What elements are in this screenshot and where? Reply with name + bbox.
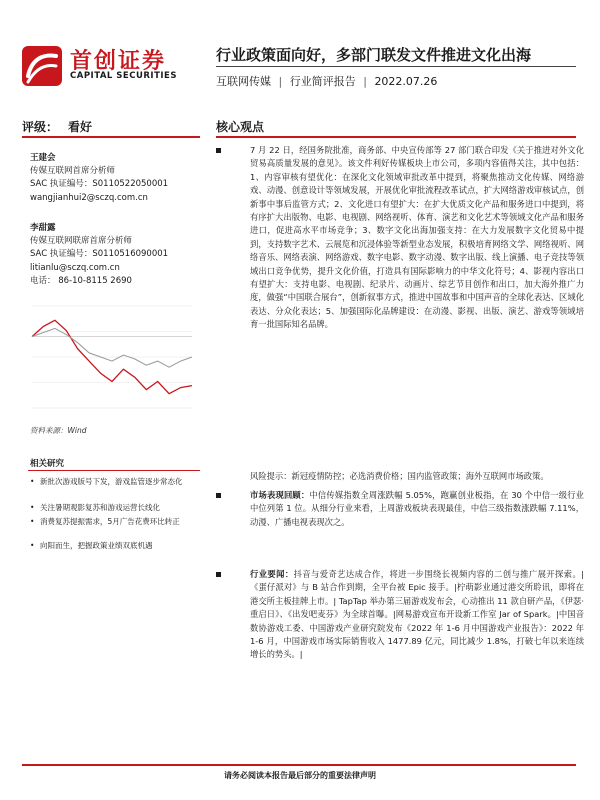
related-research-item[interactable] (30, 476, 200, 487)
report-industry: 互联网传媒 (216, 75, 271, 88)
analyst-role: 传媒互联网联席首席分析师 (30, 236, 133, 247)
rating-label: 评级： (22, 120, 59, 134)
related-research-item[interactable] (30, 516, 200, 527)
risk-paragraph (216, 470, 584, 483)
bullet-icon: • (30, 503, 35, 512)
analyst-card (30, 222, 168, 288)
rating (22, 118, 92, 135)
header-divider (216, 66, 576, 67)
company-logo (22, 44, 212, 88)
footer-rule (22, 764, 576, 766)
analyst-phone: 电话： 86-10-8115 2690 (30, 275, 132, 286)
report-subtitle (216, 73, 437, 89)
industry-news-paragraph (216, 568, 584, 662)
paragraph-lead: 行业要闻： (250, 569, 294, 579)
related-research-rule (28, 470, 200, 471)
related-research-text: 关注暑期观影复苏和游戏运营长线化 (40, 503, 160, 512)
left-section-rule (22, 136, 200, 138)
paragraph-lead: 市场表现回顾： (250, 490, 310, 500)
bullet-icon: • (30, 541, 35, 550)
analyst-role: 传媒互联网首席分析师 (30, 166, 116, 177)
paragraph-text (250, 470, 584, 483)
paragraph-body: 抖音与爱奇艺达成合作，将进一步围绕长视频内容的二创与推广展开探索。|《蛋仔派对》与 B 站合作到期，全平台被 Epic 接手。|柠萌影业通过港交所聆讯，即将在港交所主板挂牌上市。| TapTap 举办第三届游戏发布会，心动推出 11 款自研产品，《伊瑟·重启日》、《出发吧麦芬》为全球首曝。|网易游戏宣布开设新工作室 Jar of Spark。|中国音数协游戏工委、中国游戏产业研究院发布《2022 年 1-6 月中国游戏产业报告》：2022 年 1-6 月，中国游戏市场实际销售收入 1477.89 亿元，同比减少 1.8%，打破七年以来连续增长的势头。| (250, 569, 584, 660)
related-research-item[interactable] (30, 540, 200, 551)
square-bullet-icon (216, 148, 221, 153)
chart-series-line-1 (32, 328, 192, 367)
performance-chart (28, 300, 196, 418)
paragraph-text (250, 489, 584, 529)
chart-source: 资料来源：Wind (30, 426, 87, 435)
report-title: 行业政策面向好，多部门联发文件推进文化出海 (216, 46, 532, 64)
analyst-card (30, 152, 168, 205)
report-date: 2022.07.26 (374, 75, 438, 88)
paragraph-text (250, 144, 584, 332)
square-bullet-icon (216, 493, 221, 498)
logo-mark-icon (22, 46, 62, 86)
right-section-rule (216, 136, 576, 138)
related-research-text: 向阳而生，把握政策业绩双底机遇 (40, 541, 153, 550)
paragraph-body: 风险提示：新冠疫情防控；必选消费价格；国内监管政策；海外互联网市场政策。 (250, 471, 549, 481)
paragraph-body: 中信传媒指数全周涨跌幅 5.05%，跑赢创业板指，在 30 个中信一级行业中位列第 1 位。从细分行业来看，上周游戏板块表现最佳，中信三级指数涨跌幅 7.11%，动漫、广播电视表现次之。 (250, 490, 584, 527)
separator: | (363, 75, 367, 88)
paragraph-body: 7 月 22 日，经国务院批准，商务部、中央宣传部等 27 部门联合印发《关于推进对外文化贸易高质量发展的意见》。该文件利好传媒板块上市公司，多项内容值得关注，其中包括：1、内容审核有望优化：在深化文化领域审批改革中提到，将聚焦推动文化传媒、网络游戏、动漫、创意设计等领域发展，开展优化审批流程改革试点，扩大网络游戏审核试点，创新事中事后监管方式；2、文化进口有望扩大：在扩大优质文化产品和服务进口中提到，将有序扩大出版物、电影、电视剧、网络视听、体育、演艺和文化艺术等领域文化产品和服务进口，促进高水平市场竞争；3、数字文化出海加强支持：在大力发展数字文化贸易中提到，支持数字艺术、云展览和沉浸体验等新型业态发展，积极培育网络文学、网络视听、网络音乐、网络表演、网络游戏、数字电影、数字动漫、数字出版、线上演播、电子竞技等领域出口竞争优势，提升文化价值，打造具有国际影响力的中华文化符号；4、影视内容出口有望扩大：支持电影、电视剧、纪录片、动画片、综艺节目创作和出口，加大海外推广力度，做强“中国联合展台”，创新叙事方式，推进中国故事和中国声音的全球化表达、区域化表达、分众化表达；5、加强国际化品牌建设：在动漫、影视、出版、演艺、游戏等领域培育一批国际知名品牌。 (250, 145, 584, 330)
analyst-name: 王建会 (30, 153, 56, 163)
bullet-icon: • (30, 477, 35, 486)
analyst-email[interactable]: litianlu@sczq.com.cn (30, 262, 120, 273)
separator: | (278, 75, 283, 88)
market-review-paragraph (216, 489, 584, 529)
report-type: 行业简评报告 (289, 75, 356, 88)
analyst-name: 李甜露 (30, 223, 56, 233)
rating-value: 看好 (68, 120, 93, 134)
analyst-email[interactable]: wangjianhui2@sczq.com.cn (30, 192, 148, 203)
logo-text-cn: 首创证券 (70, 49, 167, 74)
legal-notice-footer: 请务必阅读本报告最后部分的重要法律声明 (224, 771, 376, 780)
square-bullet-icon (216, 572, 221, 577)
related-research-text: 消费复苏提振需求，5月广告花费环比转正 (40, 517, 180, 526)
related-research-heading: 相关研究 (30, 459, 65, 469)
analyst-sac: SAC 执证编号：S0110516090001 (30, 249, 169, 260)
core-view-paragraph (216, 144, 584, 332)
paragraph-text (250, 568, 584, 662)
related-research-item[interactable] (30, 502, 200, 513)
related-research-text: 新批次游戏版号下发，游戏监管逐步常态化 (40, 477, 183, 486)
analyst-sac: SAC 执证编号：S0110522050001 (30, 179, 169, 190)
bullet-icon: • (30, 517, 35, 526)
core-views-title: 核心观点 (216, 120, 265, 134)
logo-text-en: CAPITAL SECURITIES (70, 71, 177, 81)
